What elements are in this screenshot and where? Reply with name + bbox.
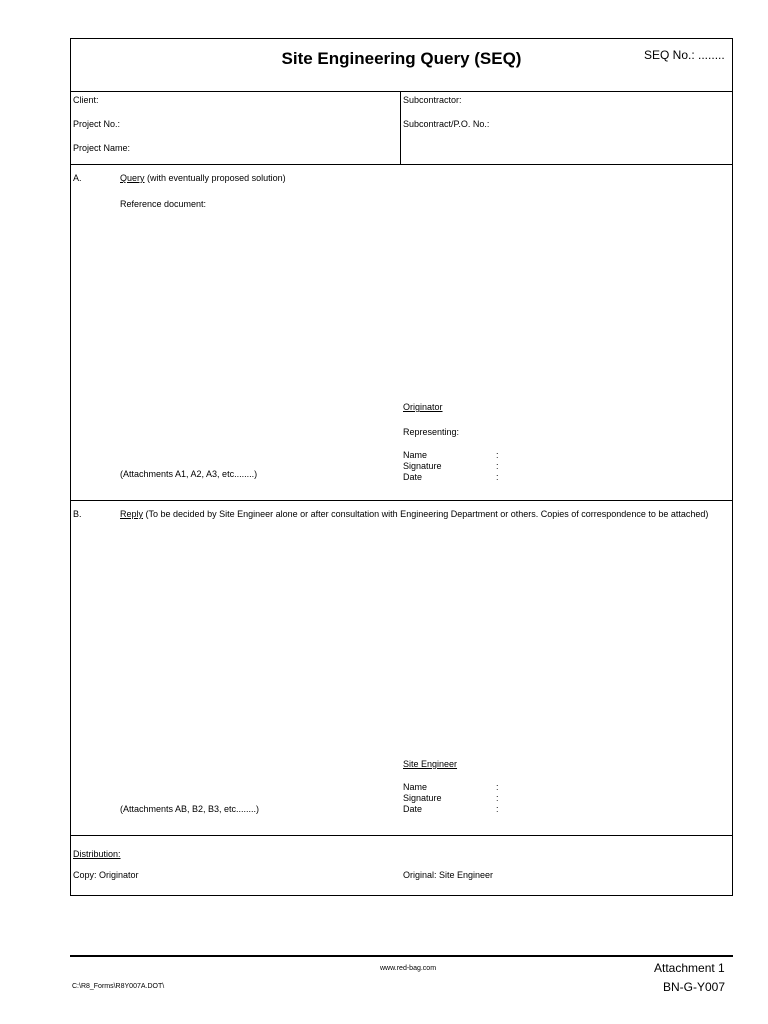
form-frame [70, 38, 733, 896]
divider-header [70, 91, 733, 92]
divider-info-vertical [400, 91, 401, 164]
distribution-original: Original: Site Engineer [403, 870, 494, 880]
query-label: Query [120, 173, 145, 183]
engineer-date-colon: : [496, 804, 499, 814]
page-title: Site Engineering Query (SEQ) [281, 49, 522, 68]
engineer-signature-label: Signature [403, 793, 442, 803]
engineer-name-colon: : [496, 782, 499, 792]
reply-label: Reply [120, 509, 144, 519]
originator-date-colon: : [496, 472, 499, 482]
originator-date-label: Date [403, 472, 423, 482]
seq-number: SEQ No.: ........ [644, 48, 725, 62]
section-b-attachments: (Attachments AB, B2, B3, etc........) [120, 804, 260, 814]
originator-signature-label: Signature [403, 461, 442, 471]
footer-website: www.red-bag.com [380, 965, 437, 972]
section-b-letter: B. [73, 509, 82, 519]
project-name-label: Project Name: [73, 143, 131, 153]
originator-name-colon: : [496, 450, 499, 460]
representing-label: Representing: [403, 427, 460, 437]
distribution-label: Distribution: [73, 849, 121, 859]
subcontract-po-label: Subcontract/P.O. No.: [403, 119, 490, 129]
distribution-copy: Copy: Originator [73, 870, 139, 880]
section-a-attachments: (Attachments A1, A2, A3, etc........) [120, 469, 258, 479]
originator-label: Originator [403, 402, 443, 412]
section-b-heading [120, 509, 728, 520]
footer-rule [70, 955, 733, 957]
site-engineer-label: Site Engineer [403, 759, 458, 769]
project-no-label: Project No.: [73, 119, 121, 129]
query-note: (with eventually proposed solution) [147, 173, 286, 183]
client-label: Client: [73, 95, 99, 105]
divider-section-b [70, 835, 733, 836]
section-a-letter: A. [73, 173, 82, 183]
divider-info [70, 164, 733, 165]
footer-attachment: Attachment 1 [654, 961, 725, 975]
engineer-signature-colon: : [496, 793, 499, 803]
engineer-date-label: Date [403, 804, 423, 814]
footer-doc-code: BN-G-Y007 [663, 980, 726, 994]
section-a-heading [120, 173, 286, 184]
subcontractor-label: Subcontractor: [403, 95, 462, 105]
footer-file-path: C:\R8_Forms\R8Y007A.DOT\ [72, 983, 165, 990]
divider-section-a [70, 500, 733, 501]
engineer-name-label: Name [403, 782, 428, 792]
originator-name-label: Name [403, 450, 428, 460]
reference-document-label: Reference document: [120, 199, 207, 209]
reply-note: (To be decided by Site Engineer alone or after consultation with Engineering Department or others. Copies of correspondence to be attached) [145, 509, 709, 519]
originator-signature-colon: : [496, 461, 499, 471]
